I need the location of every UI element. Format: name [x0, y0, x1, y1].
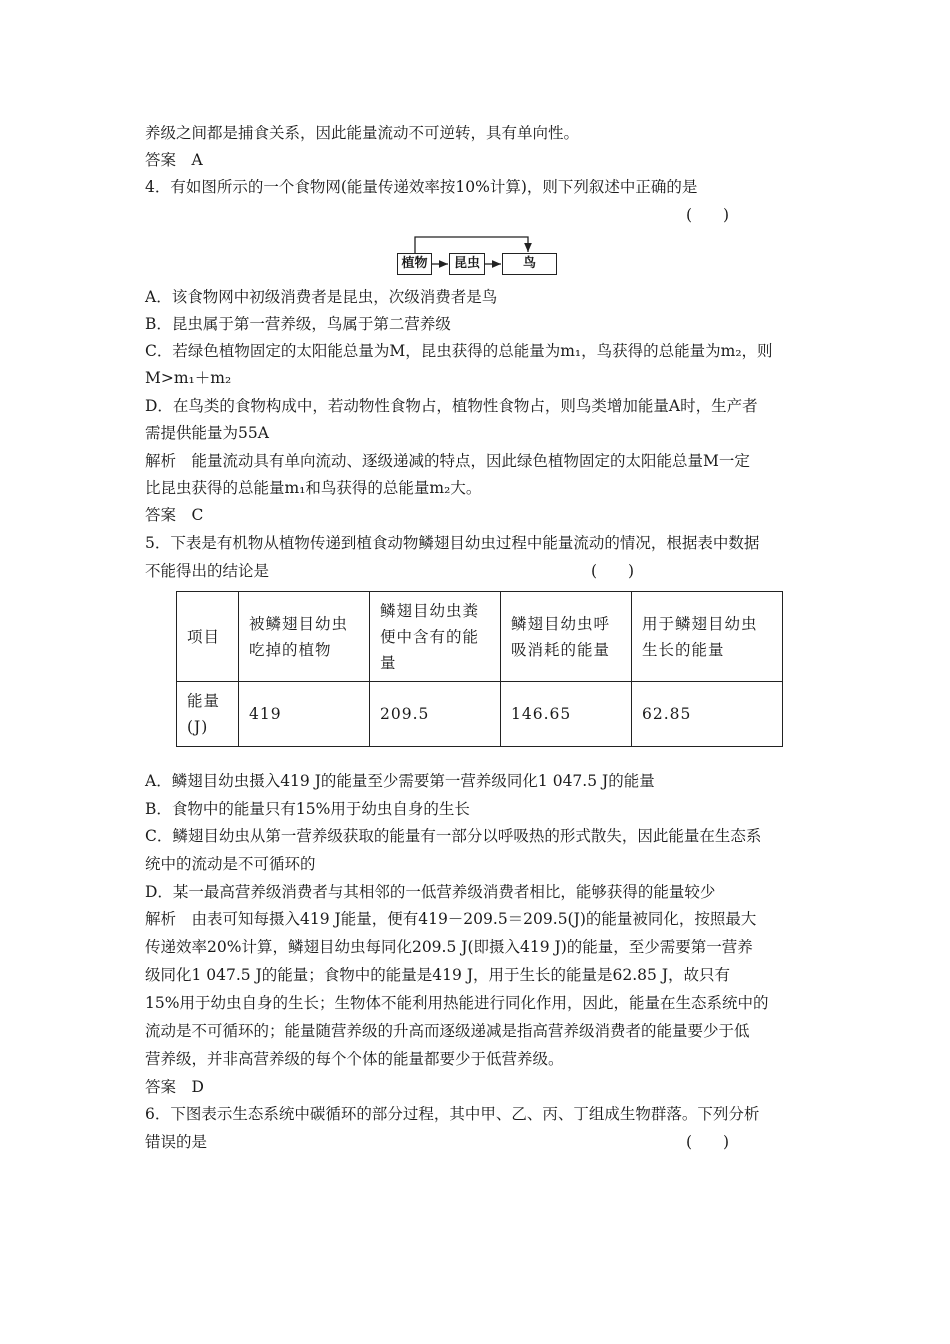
q5-option-a: A．鳞翅目幼虫摄入419 J的能量至少需要第一营养级同化1 047.5 J的能量 — [145, 772, 655, 790]
q4-answer-blank: ( ) — [686, 206, 730, 224]
q5-option-c-line2: 统中的流动是不可循环的 — [145, 855, 316, 873]
q4-option-c-line1: C．若绿色植物固定的太阳能总量为M，昆虫获得的总能量为m₁，鸟获得的总能量为m₂，则 — [145, 342, 773, 360]
table-header-row — [177, 592, 783, 682]
table-row — [177, 682, 783, 747]
table-header-cell: 鳞翅目幼虫呼吸消耗的能量 — [501, 592, 632, 682]
q4-explanation-line1: 解析 能量流动具有单向流动、逐级递减的特点，因此绿色植物固定的太阳能总量M一定 — [145, 452, 750, 470]
text-line: 养级之间都是捕食关系，因此能量流动不可逆转，具有单向性。 — [145, 124, 580, 142]
table-header-cell: 鳞翅目幼虫粪便中含有的能量 — [370, 592, 501, 682]
answer-q5: 答案 D — [145, 1078, 204, 1096]
q5-answer-blank: ( ) — [591, 562, 635, 580]
q6-stem-line1: 6．下图表示生态系统中碳循环的部分过程，其中甲、乙、丙、丁组成生物群落。下列分析 — [145, 1105, 760, 1123]
q4-stem: 4．有如图所示的一个食物网(能量传递效率按10%计算)，则下列叙述中正确的是 — [145, 178, 698, 196]
node-bird: 鸟 — [502, 253, 557, 275]
q4-option-c-line2: M>m₁＋m₂ — [145, 369, 232, 387]
q4-explanation-line2: 比昆虫获得的总能量m₁和鸟获得的总能量m₂大。 — [145, 479, 482, 497]
q5-stem-line2: 不能得出的结论是 — [145, 562, 270, 580]
q5-option-d: D．某一最高营养级消费者与其相邻的一低营养级消费者相比，能够获得的能量较少 — [145, 883, 716, 901]
q6-stem-line2: 错误的是 — [145, 1133, 208, 1151]
node-insect: 昆虫 — [449, 253, 485, 275]
energy-table — [176, 591, 783, 747]
q4-option-b: B．昆虫属于第一营养级，鸟属于第二营养级 — [145, 315, 451, 333]
q5-explanation-line3: 级同化1 047.5 J的能量；食物中的能量是419 J，用于生长的能量是62.85 J，故只有 — [145, 966, 731, 984]
q4-option-d-line2: 需提供能量为55A — [145, 424, 269, 442]
answer-q3: 答案 A — [145, 151, 203, 169]
table-header-cell: 被鳞翅目幼虫吃掉的植物 — [239, 592, 370, 682]
q5-explanation-line5: 流动是不可循环的；能量随营养级的升高而逐级递减是指高营养级消费者的能量要少于低 — [145, 1022, 750, 1040]
table-header-cell: 项目 — [177, 592, 239, 682]
table-row-label: 能量(J) — [177, 682, 239, 747]
table-header-cell: 用于鳞翅目幼虫生长的能量 — [632, 592, 783, 682]
q4-option-d-line1: D．在鸟类的食物构成中，若动物性食物占，植物性食物占，则鸟类增加能量A时，生产者 — [145, 397, 758, 415]
q5-stem-line1: 5．下表是有机物从植物传递到植食动物鳞翅目幼虫过程中能量流动的情况，根据表中数据 — [145, 534, 760, 552]
answer-q4: 答案 C — [145, 506, 204, 524]
q5-explanation-line1: 解析 由表可知每摄入419 J能量，便有419－209.5＝209.5(J)的能量被同化，按照最大 — [145, 910, 757, 928]
q4-option-a: A．该食物网中初级消费者是昆虫，次级消费者是鸟 — [145, 288, 498, 306]
q5-option-c-line1: C．鳞翅目幼虫从第一营养级获取的能量有一部分以呼吸热的形式散失，因此能量在生态系 — [145, 827, 762, 845]
table-cell: 209.5 — [370, 682, 501, 747]
node-plant: 植物 — [397, 253, 432, 275]
q5-explanation-line6: 营养级，并非高营养级的每个个体的能量都要少于低营养级。 — [145, 1050, 564, 1068]
table-cell: 62.85 — [632, 682, 783, 747]
q6-answer-blank: ( ) — [686, 1133, 730, 1151]
table-cell: 146.65 — [501, 682, 632, 747]
q5-option-b: B．食物中的能量只有15%用于幼虫自身的生长 — [145, 800, 470, 818]
q5-explanation-line4: 15%用于幼虫自身的生长；生物体不能利用热能进行同化作用，因此，能量在生态系统中的 — [145, 994, 769, 1012]
table-cell: 419 — [239, 682, 370, 747]
q5-explanation-line2: 传递效率20%计算，鳞翅目幼虫每同化209.5 J(即摄入419 J)的能量，至少需要第一营养 — [145, 938, 753, 956]
